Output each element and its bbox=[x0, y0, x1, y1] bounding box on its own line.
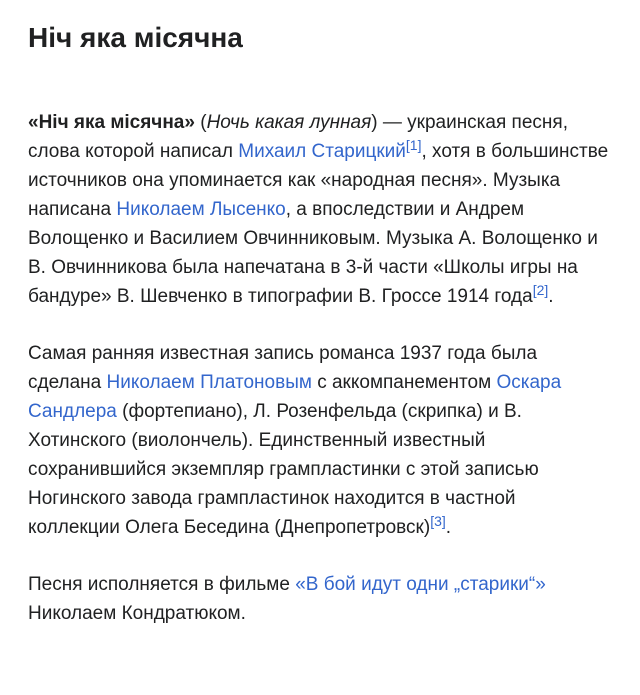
page-title: Ніч яка місячна bbox=[28, 22, 243, 53]
italic-translation: Ночь какая лунная bbox=[206, 112, 372, 133]
link-mykola-lysenko[interactable]: Николаем Лысенко bbox=[116, 199, 286, 220]
link-film-title[interactable]: «В бой идут одни „старики“» bbox=[295, 574, 546, 595]
text-segment: , а впоследствии и Андрем Волощенко и Василием Овчинниковым. Музыка А. Волощенко и В. Овчинникова была напечатана в 3-й части «Школы игры на бандуре» В. Шевченко в типографии В. Гроссе 1914 года bbox=[28, 199, 598, 307]
link-oskar-sandler[interactable]: Оскара Сандлера bbox=[28, 372, 562, 422]
reference-3 bbox=[430, 513, 446, 529]
reference-1 bbox=[406, 137, 422, 153]
link-nikolai-platonov[interactable]: Николаем Платоновым bbox=[106, 372, 312, 393]
link-mykhailo-starytsky[interactable]: Михаил Старицкий bbox=[238, 141, 406, 162]
text-segment: с аккомпанементом bbox=[311, 372, 497, 393]
text-segment: ( bbox=[194, 112, 207, 133]
text-segment: , хотя в большинстве источников она упоминается как «народная песня». Музыка написана bbox=[28, 141, 609, 220]
text-segment: ) — украинская песня, слова которой написал bbox=[28, 112, 568, 162]
text-segment: Николаем Кондратюком. bbox=[28, 603, 246, 624]
recording-paragraph bbox=[28, 339, 612, 542]
reference-3-link[interactable]: [3] bbox=[430, 513, 446, 529]
text-segment: . bbox=[548, 286, 554, 307]
text-segment: . bbox=[445, 517, 452, 538]
reference-1-link[interactable]: [1] bbox=[405, 137, 422, 153]
film-paragraph bbox=[28, 570, 612, 628]
text-segment: (фортепиано), Л. Розенфельда (скрипка) и В. Хотинского (виолончель). Единственный известный сохранившийся экземпляр грампластинки с этой записью Ногинского завода грампластинок находится в частной коллекции Олега Беседина (Днепропетровск) bbox=[28, 401, 539, 538]
text-segment: Самая ранняя известная запись романса 1937 года была сделана bbox=[28, 343, 538, 393]
bold-title: «Ніч яка місячна» bbox=[28, 112, 195, 133]
text-segment: Песня исполняется в фильме bbox=[28, 574, 296, 595]
reference-2 bbox=[533, 282, 549, 298]
reference-2-link[interactable]: [2] bbox=[532, 282, 549, 298]
intro-paragraph bbox=[28, 108, 612, 311]
